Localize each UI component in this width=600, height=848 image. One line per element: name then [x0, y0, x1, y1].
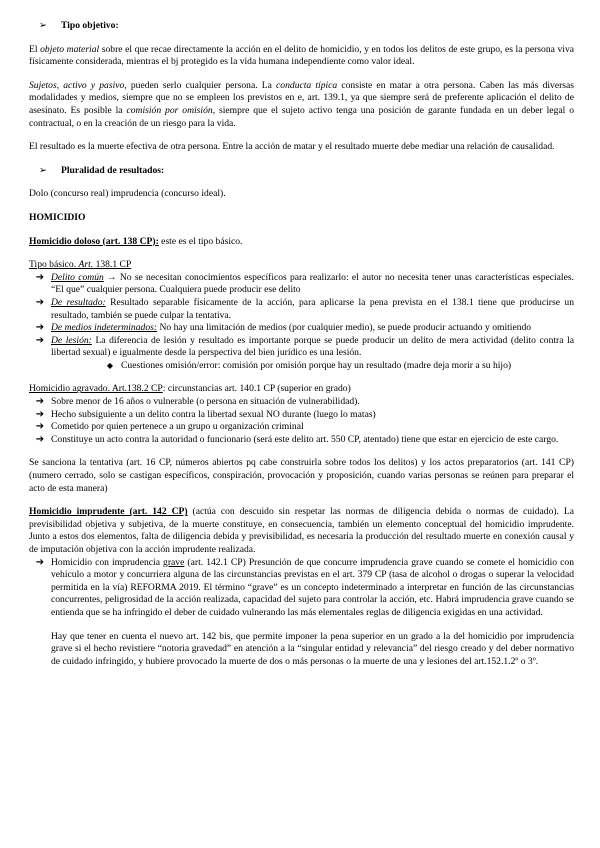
arrow-right-icon: ➔ — [35, 296, 45, 308]
paragraph-objeto-material — [29, 44, 574, 69]
italic-term: objeto material — [40, 43, 100, 55]
sub-list-item-text: Cuestiones omisión/error: comisión por omisión porque hay un resultado (madre deja morir a su hijo) — [121, 359, 512, 371]
text-span: consiste en matar a otra persona. Caben las más diversas modalidades y medios, siempre que no se empleen los previstos en e, art. 139.1, ya que siempre será de preferente aplicación el delito de asesinato. Es posible la — [29, 79, 575, 116]
list-item — [29, 335, 574, 360]
arrow-right-icon: ➔ — [35, 556, 45, 568]
list-item-text: Constituye un acto contra la autoridad o funcionario (será este delito art. 550 CP, atentado) tiene que estar en ejercicio de este cargo. — [51, 433, 559, 445]
list-item — [29, 396, 574, 409]
diamond-bullet-icon: ◆ — [106, 360, 114, 370]
text-span: → No se necesitan conocimientos específicos para realizarlo: el autor no necesita tener unas características especiales. “El que” cualquier persona. Cualquiera puede producir ese delito — [51, 271, 574, 296]
section-heading-tipo-objetivo — [39, 20, 574, 33]
list-item — [29, 557, 574, 620]
text-span: este es el tipo básico. — [158, 235, 243, 247]
arrow-right-icon: ➔ — [35, 322, 45, 334]
italic-term: Sujetos, activo y pasivo — [29, 79, 125, 91]
paragraph-homicidio-imprudente — [29, 506, 574, 556]
text-span: , siempre que el sujeto activo tenga una posición de garante fundada en un deber legal o contractual, o en la creación de un riesgo para la vida. — [29, 104, 575, 129]
list-item-text — [51, 272, 574, 297]
italic-term: De medios indeterminados: — [51, 322, 158, 334]
italic-term: conducta típica — [276, 79, 338, 91]
paragraph-resultado: El resultado es la muerte efectiva de otra persona. Entre la acción de matar y el resultado muerte debe mediar una relación de causalidad. — [29, 141, 555, 153]
paragraph-tentativa: Se sanciona la tentativa (art. 16 CP, números abiertos pq cabe construirla sobre todos los delitos) y los actos preparatorios (art. 141 CP) (numero cerrado, solo se castigan específicos, conspiración, provocación y proposición, cuando varias personas se reúnen para preparar el acto de esta manera) — [29, 457, 574, 494]
underlined-label: Homicidio agravado. Art.138.2 CP — [29, 383, 163, 395]
arrow-right-icon: ➔ — [35, 334, 45, 346]
list-item — [29, 297, 574, 322]
text-span: La diferencia de lesión y resultado es importante porque se puede producir un delito de mera actividad (delito contra la libertad sexual) e igualmente desde la perspectiva del bien jurídico es una lesión. — [51, 334, 574, 359]
text-span: Homicidio con imprudencia — [51, 556, 164, 568]
section-title: Tipo objetivo: — [61, 20, 119, 31]
list-item-text — [51, 322, 574, 335]
italic-term: Art. — [78, 259, 94, 271]
italic-term: De lesión: — [51, 334, 92, 346]
text-span: Tipo básico. — [29, 259, 79, 271]
arrow-right-icon: ➔ — [35, 433, 45, 445]
document-page — [29, 20, 574, 668]
list-item-text — [51, 335, 574, 360]
text-span: : circunstancias art. 140.1 CP (superior en grado) — [162, 383, 351, 395]
underlined-term: grave — [163, 556, 185, 568]
list-item — [29, 322, 574, 335]
text-span: sobre el que recae directamente la acción en el delito de homicidio, y en todos los delitos de este grupo, es la persona viva físicamente considerada, mientras el bj protegido es la vida humana independiente como valor ideal. — [29, 43, 574, 68]
italic-term: comisión por omisión — [126, 104, 213, 116]
paragraph-homicidio-agravado — [29, 383, 574, 396]
arrow-right-icon: ➔ — [35, 421, 45, 433]
paragraph-art-142-bis: Hay que tener en cuenta el nuevo art. 142 bis, que permite imponer la pena superior en un grado a la del homicidio por imprudencia grave si el hecho revistiere “notoria gravedad” en atención a la “singular entidad y relevancia” del riesgo creado y del deber normativo de cuidado infringido, y hubiere provocado la muerte de dos o más personas o la muerte de una y lesiones del art.152.1.2º o 3º. — [51, 630, 574, 667]
imprudente-list — [29, 557, 574, 620]
bold-label: Homicidio doloso (art. 138 CP): — [29, 235, 159, 247]
tipo-basico-label — [29, 259, 574, 272]
paragraph-dolo: Dolo (concurso real) imprudencia (concurso ideal). — [29, 188, 226, 200]
tipo-basico-list — [29, 272, 574, 360]
italic-term: Delito común — [51, 271, 104, 283]
agravado-list — [29, 396, 574, 446]
list-item — [29, 272, 574, 297]
text-span: (actúa con descuido sin respetar las normas de diligencia debida o normas de cuidado). La previsibilidad objetiva y subjetiva, de la muerte constituye, en consecuencia, también un elemento conceptual del homicidio imprudente. Junto a estos dos elementos, falta de diligencia debida y previsibilidad, es necesaria la producción del resultado muerte en conexión causal y de imputación objetiva con la acción imprudente realizada. — [29, 506, 575, 555]
list-item-text — [51, 557, 574, 620]
bold-label: Homicidio imprudente (art. 142 CP) — [29, 506, 188, 518]
list-item — [29, 434, 574, 447]
text-span: El — [29, 43, 41, 55]
arrow-right-icon: ➔ — [35, 396, 45, 408]
arrow-right-icon: ➔ — [35, 271, 45, 283]
arrowhead-bullet-icon: ➢ — [39, 164, 48, 176]
list-item-text — [51, 297, 574, 322]
list-item-text: Hecho subsiguiente a un delito contra la libertad sexual NO durante (luego lo matas) — [51, 408, 376, 420]
italic-term: De resultado: — [51, 296, 106, 308]
text-span: No hay una limitación de medios (por cualquier medio), se puede producir actuando y omitiendo — [157, 322, 532, 334]
section-heading-pluralidad — [39, 165, 574, 178]
list-item — [29, 421, 574, 434]
section-title: Pluralidad de resultados: — [61, 164, 165, 176]
list-item-text: Cometido por quien pertenece a un grupo u organización criminal — [51, 421, 304, 433]
text-span: (art. 142.1 CP) Presunción de que concurre imprudencia grave cuando se comete el homicidio con vehículo a motor y concurriera alguna de las circunstancias previstas en el art. 379 CP (tasa de alcohol o drogas o superar la velocidad permitida en la vía) REFORMA 2019. El término “grave” es un concepto indeterminado a interpretar en función de las circunstancias concurrentes, peligrosidad de la acción realizada, capacidad del sujeto para controlar la acción, etc. Habrá imprudencia grave cuando se entienda que se ha infringido el deber de cuidado vulnerando las más elementales reglas de diligencia exigidas en una actividad. — [51, 556, 574, 618]
heading-homicidio: HOMICIDIO — [29, 211, 86, 223]
sub-list-item — [99, 360, 574, 373]
text-span: , pueden serlo cualquier persona. La — [124, 79, 277, 91]
text-span: 138.1 CP — [93, 259, 132, 271]
paragraph-homicidio-doloso — [29, 236, 574, 249]
arrowhead-bullet-icon: ➢ — [39, 20, 48, 31]
paragraph-sujetos — [29, 80, 574, 130]
list-item-text: Sobre menor de 16 años o vulnerable (o persona en situación de vulnerabilidad). — [51, 396, 360, 408]
arrow-right-icon: ➔ — [35, 408, 45, 420]
text-span: Resultado separable físicamente de la acción, para aplicarse la pena prevista en el 138.1 tiene que producirse un resultado, también se puede culpar la tentativa. — [51, 296, 574, 321]
list-item — [29, 409, 574, 422]
